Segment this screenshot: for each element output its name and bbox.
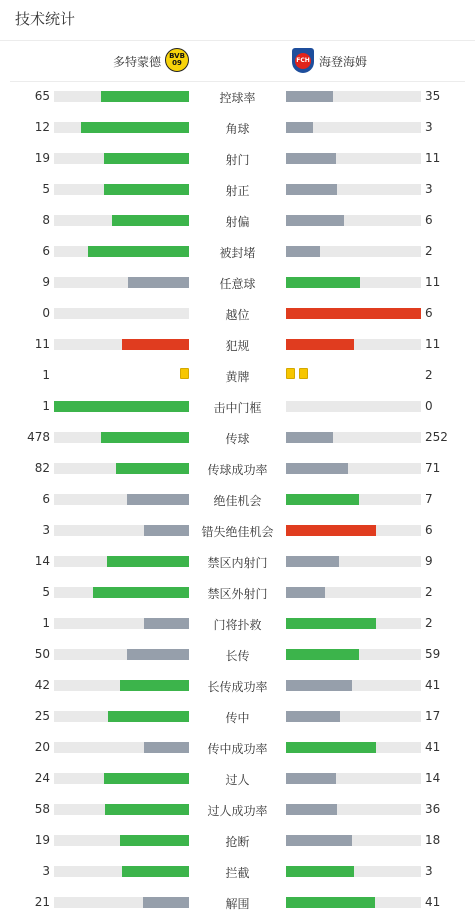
away-bar xyxy=(286,711,340,722)
away-bar xyxy=(286,308,421,319)
away-bar-track xyxy=(286,215,421,226)
away-team-logo xyxy=(292,48,314,73)
away-value: 17 xyxy=(425,709,441,723)
stat-label: 传中 xyxy=(225,711,250,725)
away-bar xyxy=(286,556,339,567)
away-bar-track xyxy=(286,618,421,629)
home-bar-track xyxy=(54,432,189,443)
away-bar xyxy=(286,91,333,102)
home-bar-track xyxy=(54,153,189,164)
stat-label: 越位 xyxy=(225,308,250,322)
stat-row xyxy=(0,329,475,360)
home-value: 25 xyxy=(34,709,50,723)
home-bar xyxy=(120,835,189,846)
home-bar xyxy=(93,587,189,598)
home-bar xyxy=(104,153,189,164)
away-bar-track xyxy=(286,91,421,102)
home-value: 1 xyxy=(42,616,50,630)
home-bar xyxy=(107,556,189,567)
away-value: 41 xyxy=(425,895,441,909)
stat-label: 拦截 xyxy=(225,866,250,880)
away-bar-track xyxy=(286,246,421,257)
home-bar-track xyxy=(54,618,189,629)
stat-label: 长传成功率 xyxy=(207,680,268,694)
away-value: 0 xyxy=(425,399,433,413)
stat-label: 任意球 xyxy=(219,277,256,291)
home-bar xyxy=(88,246,189,257)
away-bar-track xyxy=(286,277,421,288)
stat-row xyxy=(0,174,475,205)
home-bar-track xyxy=(54,587,189,598)
away-bar-track xyxy=(286,308,421,319)
away-bar xyxy=(286,153,336,164)
away-bar-track xyxy=(286,804,421,815)
home-bar-track xyxy=(54,866,189,877)
stat-row xyxy=(0,484,475,515)
stat-row xyxy=(0,422,475,453)
away-bar-track xyxy=(286,587,421,598)
home-value: 3 xyxy=(42,523,50,537)
away-value: 2 xyxy=(425,244,433,258)
home-value: 5 xyxy=(42,182,50,196)
home-bar xyxy=(122,339,190,350)
home-value: 24 xyxy=(34,771,50,785)
away-value: 252 xyxy=(425,430,448,444)
away-bar-track xyxy=(286,494,421,505)
away-bar xyxy=(286,339,354,350)
stat-row xyxy=(0,763,475,794)
home-value: 9 xyxy=(42,275,50,289)
stat-row xyxy=(0,577,475,608)
home-team-name: 多特蒙德 xyxy=(112,55,161,69)
away-bar-track xyxy=(286,339,421,350)
away-bar-track xyxy=(286,835,421,846)
stat-label: 长传 xyxy=(225,649,250,663)
stat-row xyxy=(0,298,475,329)
home-bar-track xyxy=(54,277,189,288)
home-bar-track xyxy=(54,494,189,505)
away-value: 7 xyxy=(425,492,433,506)
away-value: 35 xyxy=(425,89,441,103)
yellow-card-icon xyxy=(180,368,189,379)
home-value: 12 xyxy=(34,120,50,134)
page-title: 技术统计 xyxy=(15,10,76,28)
home-bar-track xyxy=(54,525,189,536)
home-value: 6 xyxy=(42,244,50,258)
stat-label: 黄牌 xyxy=(225,370,250,384)
away-value: 6 xyxy=(425,306,433,320)
home-bar xyxy=(104,773,189,784)
home-bar xyxy=(144,618,189,629)
away-value: 18 xyxy=(425,833,441,847)
home-bar xyxy=(144,525,189,536)
away-bar xyxy=(286,277,360,288)
home-bar-track xyxy=(54,463,189,474)
away-value: 6 xyxy=(425,213,433,227)
home-bar xyxy=(81,122,189,133)
stat-label: 射偏 xyxy=(225,215,250,229)
home-bar-track xyxy=(54,246,189,257)
away-bar-track xyxy=(286,525,421,536)
away-bar-track xyxy=(286,897,421,908)
away-bar xyxy=(286,773,336,784)
stat-label: 控球率 xyxy=(219,91,256,105)
away-bar-track xyxy=(286,742,421,753)
home-value: 58 xyxy=(34,802,50,816)
home-bar xyxy=(120,680,189,691)
away-bar xyxy=(286,587,325,598)
away-value: 11 xyxy=(425,151,441,165)
stat-label: 传球成功率 xyxy=(207,463,268,477)
stat-label: 犯规 xyxy=(225,339,250,353)
stat-label: 射门 xyxy=(225,153,250,167)
away-bar xyxy=(286,494,359,505)
stat-row xyxy=(0,236,475,267)
away-value: 36 xyxy=(425,802,441,816)
home-value: 82 xyxy=(34,461,50,475)
stat-label: 绝佳机会 xyxy=(213,494,262,508)
stat-row xyxy=(0,639,475,670)
away-bar-track xyxy=(286,711,421,722)
home-bar-track xyxy=(54,184,189,195)
stat-label: 禁区内射门 xyxy=(207,556,268,570)
away-team-name: 海登海姆 xyxy=(319,55,368,69)
away-value: 14 xyxy=(425,771,441,785)
away-value: 2 xyxy=(425,616,433,630)
home-cards xyxy=(180,368,189,379)
home-team-logo xyxy=(165,48,189,72)
home-bar xyxy=(54,401,189,412)
stat-label: 过人成功率 xyxy=(207,804,268,818)
stat-label: 传中成功率 xyxy=(207,742,268,756)
home-value: 21 xyxy=(34,895,50,909)
home-bar-track xyxy=(54,680,189,691)
stat-label: 被封堵 xyxy=(219,246,256,260)
home-bar xyxy=(143,897,189,908)
home-logo-text: BVB 09 xyxy=(169,52,185,67)
home-bar-track xyxy=(54,122,189,133)
away-bar xyxy=(286,246,320,257)
home-bar xyxy=(104,184,189,195)
home-value: 42 xyxy=(34,678,50,692)
stat-row xyxy=(0,205,475,236)
teams-header xyxy=(0,41,475,81)
away-value: 41 xyxy=(425,678,441,692)
stat-row xyxy=(0,825,475,856)
home-value: 6 xyxy=(42,492,50,506)
away-bar xyxy=(286,463,348,474)
away-bar xyxy=(286,649,359,660)
stat-label: 射正 xyxy=(225,184,250,198)
home-bar xyxy=(101,91,189,102)
home-bar-track xyxy=(54,804,189,815)
home-value: 19 xyxy=(34,151,50,165)
away-value: 3 xyxy=(425,182,433,196)
home-bar-track xyxy=(54,711,189,722)
away-value: 2 xyxy=(425,585,433,599)
home-value: 65 xyxy=(34,89,50,103)
away-value: 3 xyxy=(425,864,433,878)
stat-row xyxy=(0,701,475,732)
stat-row xyxy=(0,515,475,546)
home-value: 1 xyxy=(42,368,50,382)
home-bar xyxy=(101,432,189,443)
away-bar xyxy=(286,680,352,691)
away-value: 59 xyxy=(425,647,441,661)
stat-label: 门将扑救 xyxy=(213,618,262,632)
away-bar xyxy=(286,866,354,877)
away-bar-track xyxy=(286,432,421,443)
home-value: 478 xyxy=(27,430,50,444)
away-value: 11 xyxy=(425,275,441,289)
away-bar-track xyxy=(286,401,421,412)
stat-row xyxy=(0,794,475,825)
away-value: 2 xyxy=(425,368,433,382)
home-value: 14 xyxy=(34,554,50,568)
stat-row xyxy=(0,453,475,484)
home-bar-track xyxy=(54,401,189,412)
stats-list xyxy=(0,81,475,918)
stat-row xyxy=(0,608,475,639)
away-bar xyxy=(286,742,376,753)
home-bar-track xyxy=(54,742,189,753)
stat-label: 传球 xyxy=(225,432,250,446)
away-bar xyxy=(286,618,376,629)
stat-label: 击中门框 xyxy=(213,401,262,415)
away-bar xyxy=(286,897,375,908)
home-bar-track xyxy=(54,339,189,350)
home-bar-track xyxy=(54,773,189,784)
away-bar xyxy=(286,122,313,133)
stat-row xyxy=(0,267,475,298)
away-value: 41 xyxy=(425,740,441,754)
stat-row xyxy=(0,546,475,577)
home-bar-track xyxy=(54,91,189,102)
away-bar-track xyxy=(286,680,421,691)
away-bar-track xyxy=(286,153,421,164)
stat-row xyxy=(0,887,475,918)
stat-row xyxy=(0,732,475,763)
home-value: 3 xyxy=(42,864,50,878)
home-bar-track xyxy=(54,897,189,908)
stat-label: 解围 xyxy=(225,897,250,911)
stat-row xyxy=(0,112,475,143)
home-value: 19 xyxy=(34,833,50,847)
home-value: 11 xyxy=(34,337,50,351)
home-bar-track xyxy=(54,308,189,319)
stat-label: 抢断 xyxy=(225,835,250,849)
away-bar-track xyxy=(286,649,421,660)
home-bar-track xyxy=(54,215,189,226)
home-bar xyxy=(128,277,189,288)
stat-label: 角球 xyxy=(225,122,250,136)
away-bar xyxy=(286,804,337,815)
home-value: 8 xyxy=(42,213,50,227)
away-value: 11 xyxy=(425,337,441,351)
stat-row xyxy=(0,856,475,887)
home-bar xyxy=(105,804,189,815)
home-bar-track xyxy=(54,556,189,567)
away-value: 6 xyxy=(425,523,433,537)
yellow-card-icon xyxy=(286,368,295,379)
home-bar-track xyxy=(54,835,189,846)
home-bar xyxy=(127,649,189,660)
home-value: 50 xyxy=(34,647,50,661)
home-bar xyxy=(112,215,189,226)
stat-row xyxy=(0,360,475,391)
home-value: 0 xyxy=(42,306,50,320)
away-bar-track xyxy=(286,184,421,195)
away-bar xyxy=(286,835,352,846)
away-logo-text: FCH xyxy=(295,53,311,69)
away-bar-track xyxy=(286,122,421,133)
stat-row xyxy=(0,81,475,112)
away-cards xyxy=(286,368,308,379)
home-bar xyxy=(116,463,189,474)
away-value: 9 xyxy=(425,554,433,568)
away-value: 3 xyxy=(425,120,433,134)
home-value: 1 xyxy=(42,399,50,413)
away-bar-track xyxy=(286,773,421,784)
home-value: 20 xyxy=(34,740,50,754)
stat-label: 禁区外射门 xyxy=(207,587,268,601)
stat-row xyxy=(0,670,475,701)
away-bar xyxy=(286,215,344,226)
stat-label: 错失绝佳机会 xyxy=(201,525,274,539)
away-bar-track xyxy=(286,463,421,474)
away-bar xyxy=(286,525,376,536)
home-bar xyxy=(127,494,189,505)
away-bar-track xyxy=(286,556,421,567)
stat-label: 过人 xyxy=(225,773,250,787)
away-bar-track xyxy=(286,866,421,877)
home-value: 5 xyxy=(42,585,50,599)
stat-row xyxy=(0,143,475,174)
home-bar xyxy=(122,866,190,877)
away-bar xyxy=(286,184,337,195)
yellow-card-icon xyxy=(299,368,308,379)
away-bar xyxy=(286,432,333,443)
home-bar xyxy=(144,742,189,753)
away-value: 71 xyxy=(425,461,441,475)
stat-row xyxy=(0,391,475,422)
home-bar-track xyxy=(54,649,189,660)
home-bar xyxy=(108,711,189,722)
